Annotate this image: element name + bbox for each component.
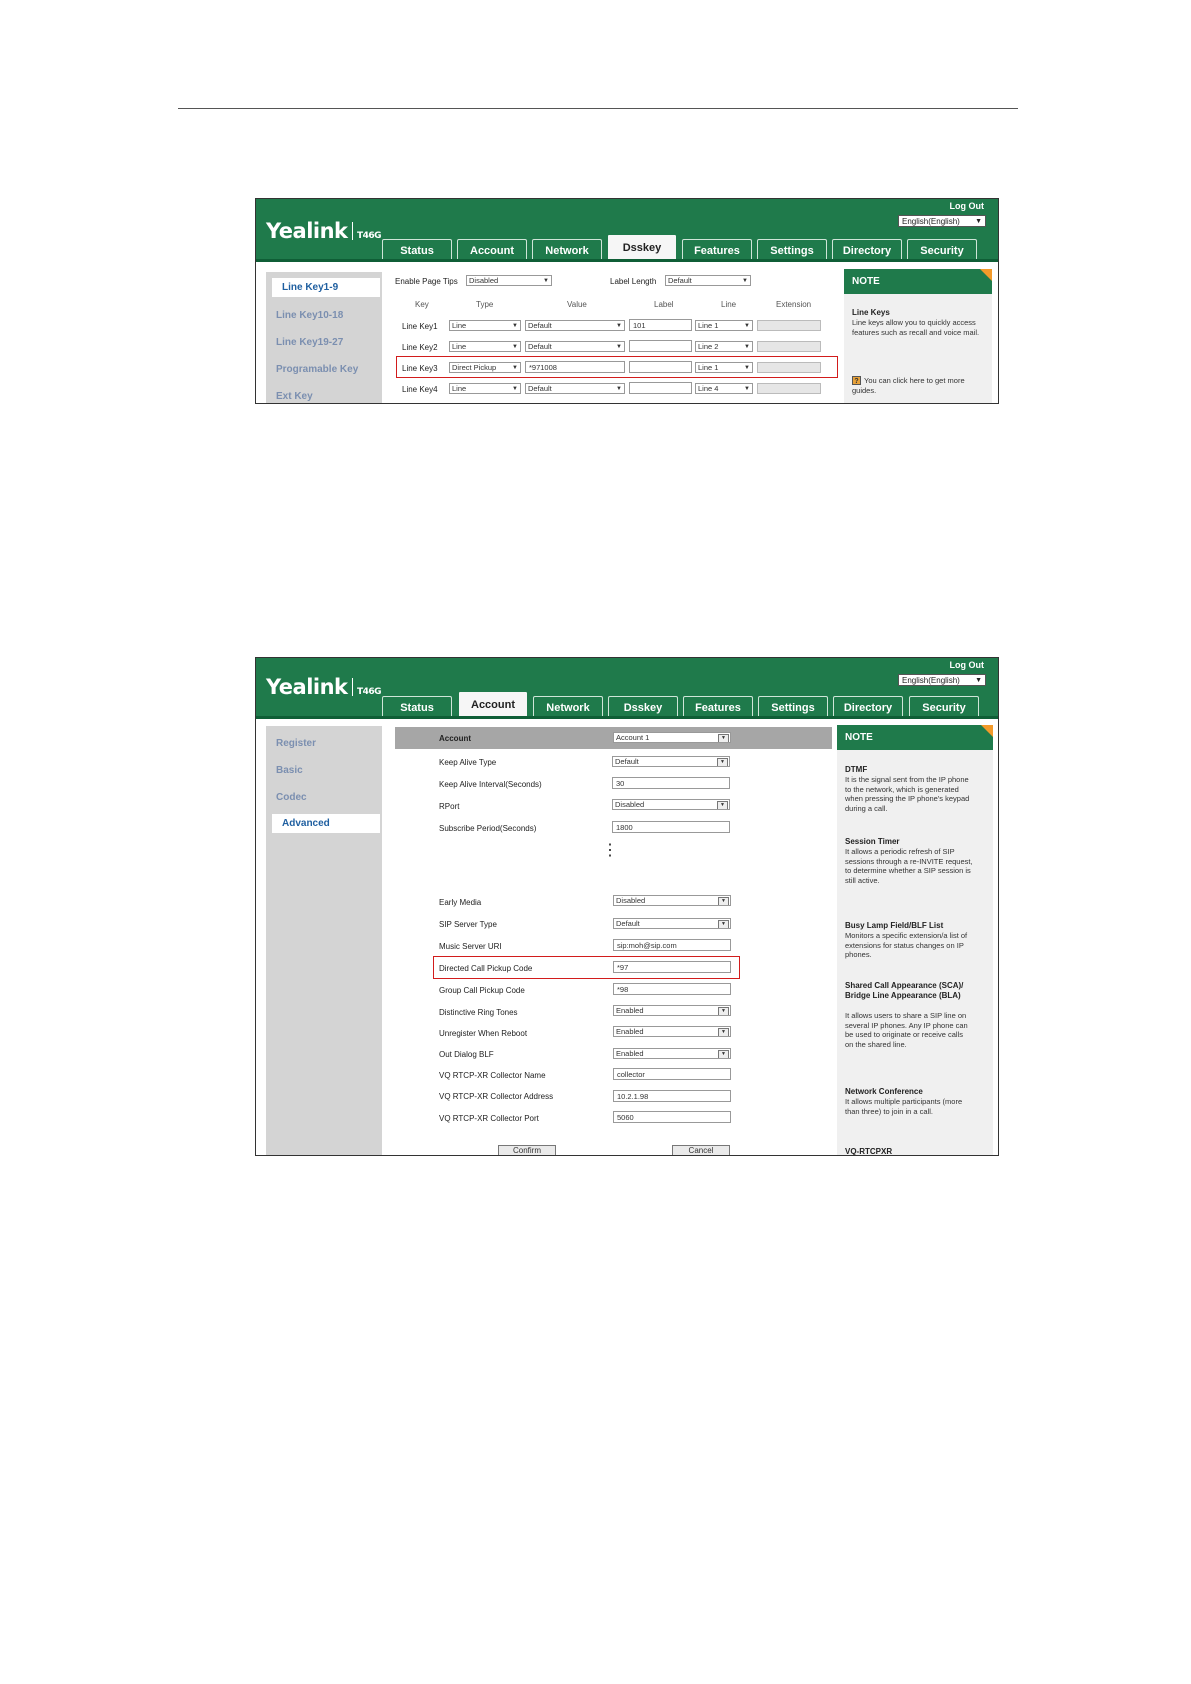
cancel-button[interactable]: Cancel <box>672 1145 730 1156</box>
tab-dsskey[interactable]: Dsskey <box>608 696 678 718</box>
tab-status[interactable]: Status <box>382 696 452 718</box>
tab-features[interactable]: Features <box>683 696 753 718</box>
label-length-label: Label Length <box>610 277 657 286</box>
enable-page-tips-select[interactable]: Disabled ▼ <box>466 275 552 286</box>
note-heading: VQ-RTCPXR <box>845 1147 893 1156</box>
note-tip[interactable]: ? You can click here to get more guides. <box>852 376 965 395</box>
nav-line-key-1-9[interactable]: Line Key1-9 <box>272 278 380 297</box>
highlight-box <box>396 356 838 378</box>
tab-account[interactable]: Account <box>457 239 527 261</box>
row-key: Line Key2 <box>402 343 438 352</box>
field-label: Subscribe Period(Seconds) <box>439 824 537 833</box>
nav-advanced[interactable]: Advanced <box>272 814 380 833</box>
row-line-select[interactable]: Line 1 ▼ <box>695 362 753 373</box>
directed-call-pickup-code-input[interactable]: *97 <box>613 961 731 973</box>
group-call-pickup-code-input[interactable]: *98 <box>613 983 731 995</box>
nav-line-key-10-18[interactable]: Line Key10-18 <box>276 310 344 321</box>
note-text: Monitors a specific extension/a list of extensions for status changes on IP phones. <box>845 931 968 959</box>
col-label: Label <box>654 300 674 309</box>
highlight-box <box>433 956 740 979</box>
row-line-select[interactable]: Line 2 ▼ <box>695 341 753 352</box>
note-heading: Network Conference <box>845 1087 923 1096</box>
tab-features[interactable]: Features <box>682 239 752 261</box>
keep-alive-type-select[interactable]: Default ▼ <box>612 756 730 767</box>
col-type: Type <box>476 300 494 309</box>
row-value-input[interactable]: *971008 <box>525 361 625 373</box>
field-label: VQ RTCP-XR Collector Address <box>439 1092 554 1101</box>
chevron-down-icon: ▼ <box>744 323 750 329</box>
row-extension-input[interactable] <box>757 320 821 331</box>
field-label: Unregister When Reboot <box>439 1029 528 1038</box>
field-label: Distinctive Ring Tones <box>439 1008 518 1017</box>
chevron-down-icon: ▼ <box>718 1050 729 1059</box>
col-line: Line <box>721 300 737 309</box>
row-line-select[interactable]: Line 4 ▼ <box>695 383 753 394</box>
yealink-logo: Yealink T46G <box>266 675 382 699</box>
field-label: RPort <box>439 802 460 811</box>
chevron-down-icon: ▼ <box>975 218 982 225</box>
field-label: VQ RTCP-XR Collector Name <box>439 1071 546 1080</box>
header-bar <box>256 199 998 261</box>
vq-collector-name-input[interactable]: collector <box>613 1068 731 1080</box>
tab-security[interactable]: Security <box>907 239 977 261</box>
chevron-down-icon: ▼ <box>718 897 729 906</box>
nav-line-key-19-27[interactable]: Line Key19-27 <box>276 337 344 348</box>
tab-directory[interactable]: Directory <box>833 696 903 718</box>
nav-register[interactable]: Register <box>276 738 317 749</box>
tab-settings[interactable]: Settings <box>758 696 828 718</box>
account-label: Account <box>439 734 471 743</box>
logout-link[interactable]: Log Out <box>949 660 984 670</box>
chevron-down-icon: ▼ <box>616 323 622 329</box>
chevron-down-icon: ▼ <box>975 677 982 684</box>
chevron-down-icon: ▼ <box>718 1028 729 1037</box>
yealink-logo: Yealink T46G <box>266 219 382 243</box>
note-title: NOTE <box>837 725 993 750</box>
field-label: Group Call Pickup Code <box>439 986 525 995</box>
note-text: Line keys allow you to quickly access features such as recall and voice mail. <box>852 318 980 337</box>
note-title: NOTE <box>844 269 992 294</box>
row-type-select[interactable]: Line ▼ <box>449 320 521 331</box>
chevron-down-icon: ▼ <box>717 801 728 810</box>
early-media-select[interactable]: Disabled ▼ <box>613 895 731 906</box>
chevron-down-icon: ▼ <box>742 278 748 284</box>
account-screenshot <box>255 657 999 1156</box>
note-heading: Busy Lamp Field/BLF List <box>845 921 944 930</box>
note-heading: Line Keys <box>852 308 890 317</box>
chevron-down-icon: ▼ <box>718 734 729 743</box>
sip-server-type-select[interactable]: Default ▼ <box>613 918 731 929</box>
note-heading: Shared Call Appearance (SCA)/ Bridge Line Appearance (BLA) <box>845 981 964 1000</box>
note-text: It is the signal sent from the IP phone to the network, which is generated when pressing the IP phone's keypad during a call. <box>845 775 970 813</box>
out-dialog-blf-select[interactable]: Enabled ▼ <box>613 1048 731 1059</box>
tab-settings[interactable]: Settings <box>757 239 827 261</box>
row-extension-input[interactable] <box>757 341 821 352</box>
nav-basic[interactable]: Basic <box>276 765 303 776</box>
note-heading: Session Timer <box>845 837 900 846</box>
field-label: VQ RTCP-XR Collector Port <box>439 1114 539 1123</box>
row-value-select[interactable]: Default ▼ <box>525 320 625 331</box>
chevron-down-icon: ▼ <box>543 278 549 284</box>
note-corner-icon <box>980 269 992 281</box>
nav-codec[interactable]: Codec <box>276 792 307 803</box>
note-corner-icon <box>981 725 993 737</box>
label-length-select[interactable]: Default ▼ <box>665 275 751 286</box>
chevron-down-icon: ▼ <box>512 323 518 329</box>
note-panel <box>844 269 992 404</box>
nav-programable-key[interactable]: Programable Key <box>276 364 359 375</box>
tab-dsskey[interactable]: Dsskey <box>607 234 677 262</box>
vq-collector-address-input[interactable]: 10.2.1.98 <box>613 1090 731 1102</box>
account-bar <box>395 727 832 749</box>
tab-network[interactable]: Network <box>533 696 603 718</box>
tab-directory[interactable]: Directory <box>832 239 902 261</box>
chevron-down-icon: ▼ <box>512 365 518 371</box>
field-label: Early Media <box>439 898 482 907</box>
chevron-down-icon: ▼ <box>512 344 518 350</box>
chevron-down-icon: ▼ <box>512 386 518 392</box>
row-label-input[interactable] <box>629 382 692 394</box>
row-label-input[interactable]: 101 <box>629 319 692 331</box>
unregister-when-reboot-select[interactable]: Enabled ▼ <box>613 1026 731 1037</box>
row-value-select[interactable]: Default ▼ <box>525 383 625 394</box>
chevron-down-icon: ▼ <box>744 386 750 392</box>
chevron-down-icon: ▼ <box>744 365 750 371</box>
rport-select[interactable]: Disabled ▼ <box>612 799 730 810</box>
row-type-select[interactable]: Line ▼ <box>449 383 521 394</box>
field-label: Music Server URI <box>439 942 502 951</box>
chevron-down-icon: ▼ <box>616 386 622 392</box>
ellipsis-icon: ⋮ <box>602 842 618 859</box>
dsskey-screenshot <box>255 198 999 404</box>
note-text: It allows a periodic refresh of SIP sessions through a re-INVITE request, to determine whether a SIP session is still active. <box>845 847 973 885</box>
tab-network[interactable]: Network <box>532 239 602 261</box>
field-label: Keep Alive Type <box>439 758 497 767</box>
left-nav <box>266 272 382 404</box>
row-line-select[interactable]: Line 1 ▼ <box>695 320 753 331</box>
account-select[interactable]: Account 1 ▼ <box>613 732 731 743</box>
note-panel <box>837 725 993 1156</box>
note-heading: DTMF <box>845 765 868 774</box>
keep-alive-interval-input[interactable]: 30 <box>612 777 730 789</box>
subscribe-period-input[interactable]: 1800 <box>612 821 730 833</box>
left-nav <box>266 726 382 1156</box>
tab-status[interactable]: Status <box>382 239 452 261</box>
distinctive-ring-tones-select[interactable]: Enabled ▼ <box>613 1005 731 1016</box>
chevron-down-icon: ▼ <box>718 1007 729 1016</box>
row-extension-input[interactable] <box>757 383 821 394</box>
row-key: Line Key4 <box>402 385 438 394</box>
music-server-uri-input[interactable]: sip:moh@sip.com <box>613 939 731 951</box>
col-key: Key <box>415 300 429 309</box>
enable-page-tips-label: Enable Page Tips <box>395 277 458 286</box>
field-label: SIP Server Type <box>439 920 497 929</box>
row-label-input[interactable] <box>629 340 692 352</box>
field-label: Directed Call Pickup Code <box>439 964 533 973</box>
row-value-select[interactable]: Default ▼ <box>525 341 625 352</box>
header-bar <box>256 658 998 719</box>
language-select[interactable]: English(English) ▼ <box>898 674 986 686</box>
language-select[interactable]: English(English) ▼ <box>898 215 986 227</box>
logout-link[interactable]: Log Out <box>949 201 984 211</box>
note-text: It allows users to share a SIP line on several IP phones. Any IP phone can be used to originate or receive calls on the shared line. <box>845 1011 968 1049</box>
chevron-down-icon: ▼ <box>718 920 729 929</box>
nav-ext-key[interactable]: Ext Key <box>276 391 313 402</box>
note-text: It allows multiple participants (more than three) to join in a call. <box>845 1097 963 1116</box>
col-value: Value <box>567 300 587 309</box>
row-type-select[interactable]: Line ▼ <box>449 341 521 352</box>
vq-collector-port-input[interactable]: 5060 <box>613 1111 731 1123</box>
confirm-button[interactable]: Confirm <box>498 1145 556 1156</box>
tab-security[interactable]: Security <box>909 696 979 718</box>
chevron-down-icon: ▼ <box>744 344 750 350</box>
row-type-select[interactable]: Direct Pickup ▼ <box>449 362 521 373</box>
chevron-down-icon: ▼ <box>717 758 728 767</box>
field-label: Out Dialog BLF <box>439 1050 494 1059</box>
row-key: Line Key3 <box>402 364 438 373</box>
row-key: Line Key1 <box>402 322 438 331</box>
page-header-rule <box>178 108 1018 109</box>
field-label: Keep Alive Interval(Seconds) <box>439 780 542 789</box>
tab-account[interactable]: Account <box>458 691 528 719</box>
col-extension: Extension <box>776 300 812 309</box>
chevron-down-icon: ▼ <box>616 344 622 350</box>
help-icon: ? <box>852 376 861 385</box>
